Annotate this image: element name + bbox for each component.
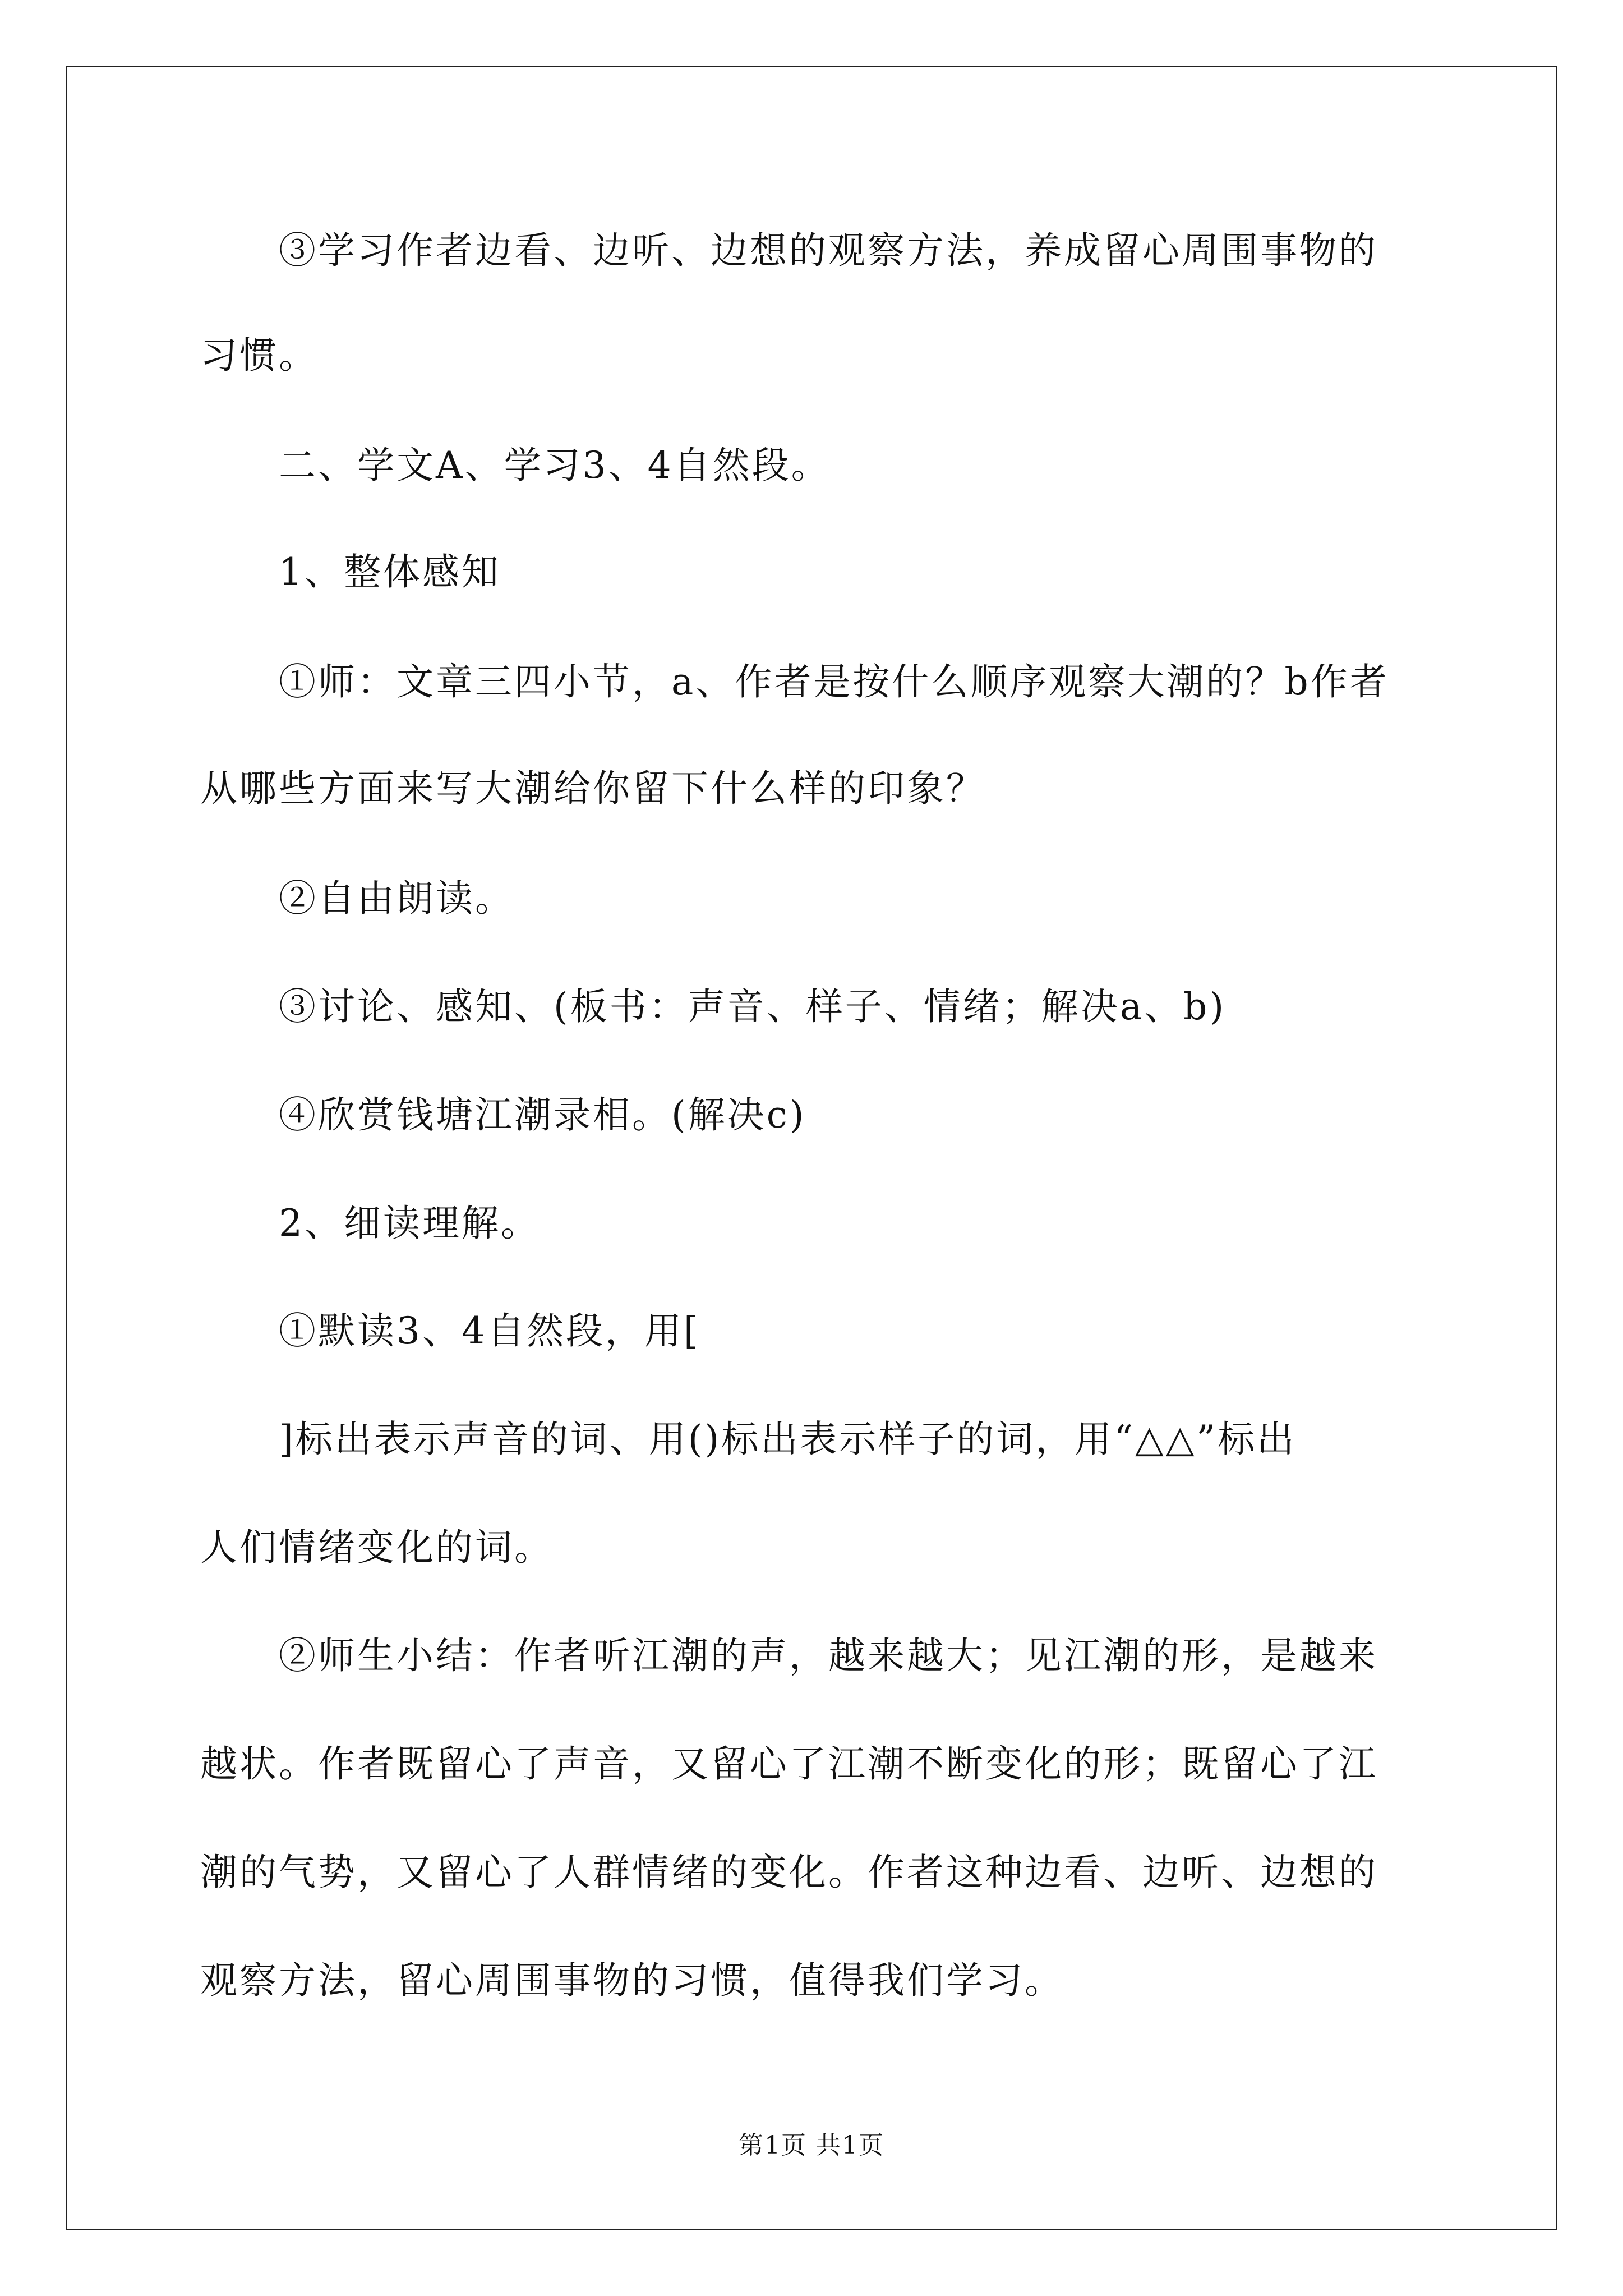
paragraph-line: ③讨论、感知、(板书：声音、样子、情绪；解决a、b) <box>279 985 1227 1028</box>
paragraph-line: ②自由朗读。 <box>279 877 514 920</box>
paragraph-line: ①默读3、4自然段，用[ <box>279 1309 700 1352</box>
page-number-footer: 第1页 共1页 <box>739 2131 884 2160</box>
paragraph-line: 习惯。 <box>200 334 318 377</box>
paragraph-line: 越状。作者既留心了声音，又留心了江潮不断变化的形；既留心了江 <box>200 1742 1378 1786</box>
paragraph-line: 1、整体感知 <box>279 550 501 593</box>
paragraph-line: 人们情绪变化的词。 <box>200 1526 554 1569</box>
paragraph-line: ③学习作者边看、边听、边想的观察方法，养成留心周围事物的 <box>279 229 1378 272</box>
paragraph-line: ]标出表示声音的词、用()标出表示样子的词，用“△△”标出 <box>279 1418 1297 1461</box>
paragraph-line: ④欣赏钱塘江潮录相。(解决c) <box>279 1093 806 1137</box>
paragraph-line: 观察方法，留心周围事物的习惯，值得我们学习。 <box>200 1959 1064 2002</box>
paragraph-line: ②师生小结：作者听江潮的声，越来越大；见江潮的形，是越来 <box>279 1634 1378 1677</box>
paragraph-line: 二、学文A、学习3、4自然段。 <box>279 444 831 487</box>
paragraph-line: ①师：文章三四小节，a、作者是按什么顺序观察大潮的？b作者 <box>279 660 1389 703</box>
paragraph-line: 从哪些方面来写大潮给你留下什么样的印象？ <box>200 767 985 810</box>
paragraph-line: 2、细读理解。 <box>279 1202 540 1245</box>
paragraph-line: 潮的气势，又留心了人群情绪的变化。作者这种边看、边听、边想的 <box>200 1851 1378 1894</box>
page-border <box>66 66 1557 2230</box>
